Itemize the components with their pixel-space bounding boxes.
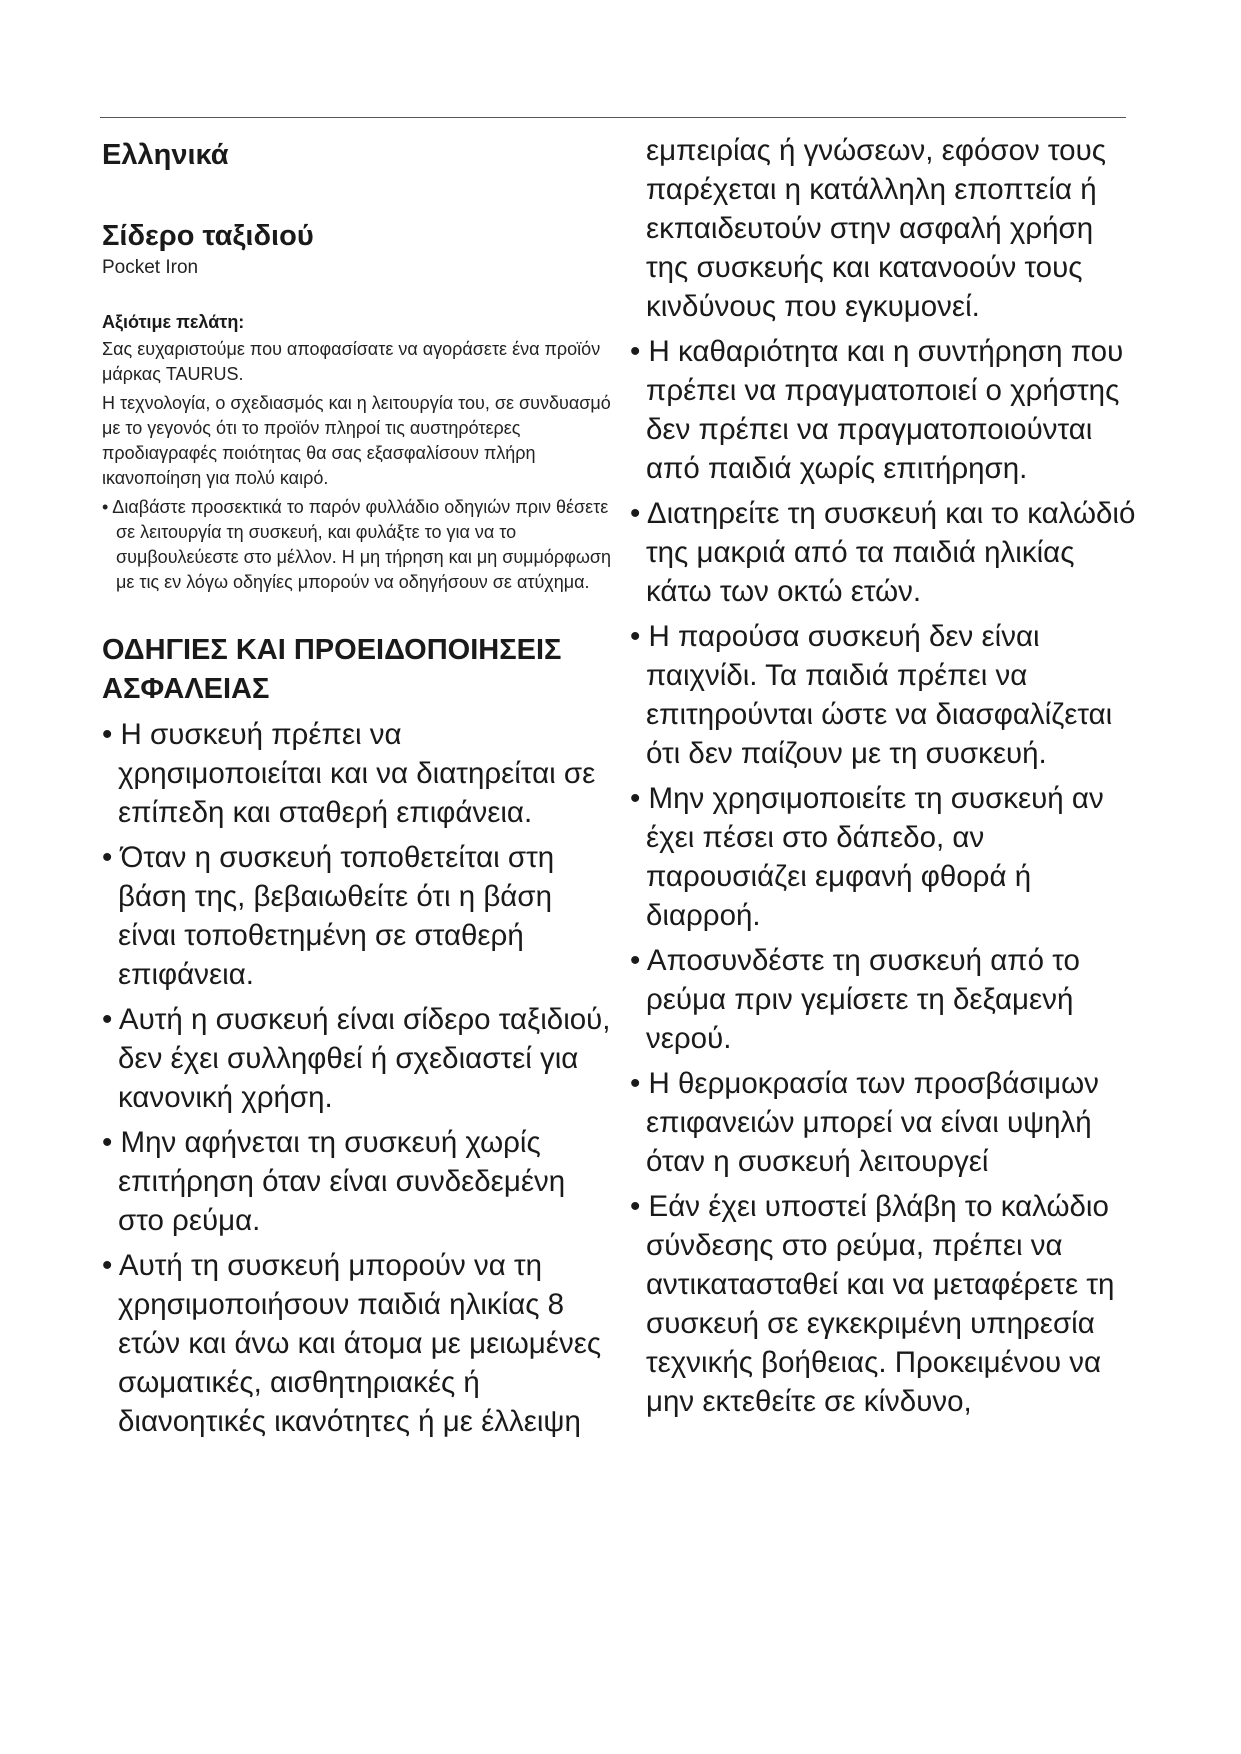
list-item: • Η θερμοκρασία των προσβάσιμων επιφανειών μπορεί να είναι υψηλή όταν η συσκευή λειτουργεί (630, 1067, 1099, 1178)
list-item: • Αυτή η συσκευή είναι σίδερο ταξιδιού, δεν έχει συλληφθεί ή σχεδιαστεί για κανονική χρήση. (102, 1003, 611, 1114)
list-item: • Μην χρησιμοποιείτε τη συσκευή αν έχει πέσει στο δάπεδο, αν παρουσιάζει εμφανή φθορά ή διαρροή. (630, 782, 1104, 932)
intro-paragraph-1: Σας ευχαριστούμε που αποφασίσατε να αγοράσετε ένα προϊόν μάρκας TAURUS. (102, 339, 601, 384)
list-item: • Διατηρείτε τη συσκευή και το καλώδιό της μακριά από τα παιδιά ηλικίας κάτω των οκτώ ετών. (630, 497, 1136, 608)
list-item: • Η καθαριότητα και η συντήρηση που πρέπει να πραγματοποιεί ο χρήστης δεν πρέπει να πραγματοποιούνται από παιδιά χωρίς επιτήρηση. (630, 335, 1124, 485)
intro-bullet: • Διαβάστε προσεκτικά το παρόν φυλλάδιο οδηγιών πριν θέσετε σε λειτουργία τη συσκευή, και φυλάξτε το για να το συμβουλεύεστε στο μέλλον. Η μη τήρηση και μη συμμόρφωση με τις εν λόγω οδηγίες μπορούν να οδηγήσουν σε ατύχημα. (102, 497, 612, 592)
safety-section-title: ΟΔΗΓΙΕΣ ΚΑΙ ΠΡΟΕΙΔΟΠΟΙΗΣΕΙΣ ΑΣΦΑΛΕΙΑΣ (102, 634, 562, 705)
left-column (102, 128, 612, 1447)
intro-paragraph-2: Η τεχνολογία, ο σχεδιασμός και η λειτουργία του, σε συνδυασμό με το γεγονός ότι το προϊόν πληροί τις αυστηρότερες προδιαγραφές ποιότητας θα σας εξασφαλίσουν πλήρη ικανοποίηση για πολύ καιρό. (102, 393, 611, 488)
list-item: • Η συσκευή πρέπει να χρησιμοποιείται και να διατηρείται σε επίπεδη και σταθερή επιφάνεια. (102, 718, 596, 829)
product-title: Σίδερο ταξιδιού (102, 220, 314, 252)
list-item: • Όταν η συσκευή τοποθετείται στη βάση της, βεβαιωθείτε ότι η βάση είναι τοποθετημένη σε σταθερή επιφάνεια. (102, 841, 555, 991)
header-rule (100, 117, 1126, 118)
language-heading: Ελληνικά (102, 139, 229, 171)
right-column (630, 128, 1140, 1427)
greeting: Αξιότιμε πελάτη: (102, 312, 245, 332)
list-item: • Αυτή τη συσκευή μπορούν να τη χρησιμοποιήσουν παιδιά ηλικίας 8 ετών και άνω και άτομα με μειωμένες σωματικές, αισθητηριακές ή διανοητικές ικανότητες ή με έλλειψη (102, 1249, 602, 1438)
list-item: • Μην αφήνεται τη συσκευή χωρίς επιτήρηση όταν είναι συνδεδεμένη στο ρεύμα. (102, 1126, 566, 1237)
product-subtitle: Pocket Iron (102, 257, 199, 278)
list-item: • Εάν έχει υποστεί βλάβη το καλώδιο σύνδεσης στο ρεύμα, πρέπει να αντικατασταθεί και να μεταφέρετε τη συσκευή σε εγκεκριμένη υπηρεσία τεχνικής βοήθειας. Προκειμένου να μην εκτεθείτε σε κίνδυνο, (630, 1190, 1115, 1418)
continued-text: εμπειρίας ή γνώσεων, εφόσον τους παρέχεται η κατάλληλη εποπτεία ή εκπαιδευτούν στην ασφαλή χρήση της συσκευής και κατανοούν τους κινδύνους που εγκυμονεί. (646, 134, 1106, 323)
safety-list-right (630, 332, 1140, 1421)
safety-list-left (102, 715, 612, 1441)
list-item: • Η παρούσα συσκευή δεν είναι παιχνίδι. Τα παιδιά πρέπει να επιτηρούνται ώστε να διασφαλίζεται ότι δεν παίζουν με τη συσκευή. (630, 620, 1113, 770)
list-item: • Αποσυνδέστε τη συσκευή από το ρεύμα πριν γεμίσετε τη δεξαμενή νερού. (630, 944, 1080, 1055)
